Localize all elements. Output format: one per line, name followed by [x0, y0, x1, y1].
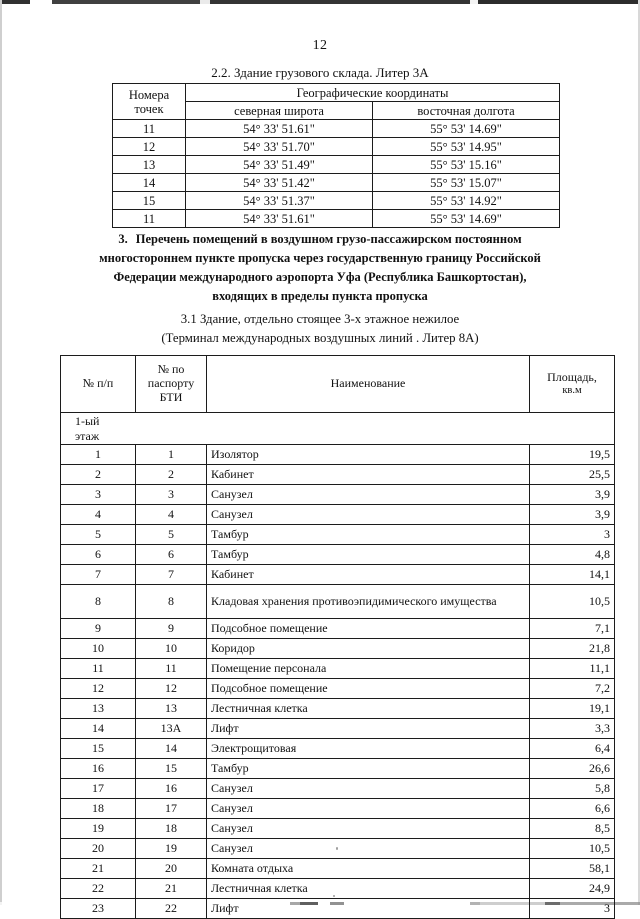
premises-cell-area: 7,2	[530, 679, 615, 699]
coordinates-row	[113, 120, 560, 138]
coordinates-header-points	[113, 84, 186, 120]
premises-row	[61, 839, 615, 859]
coordinates-header-points-line1: Номера	[128, 87, 170, 102]
premises-cell-area: 3	[530, 525, 615, 545]
premises-row	[61, 899, 615, 919]
coordinates-table	[112, 83, 560, 228]
premises-cell-no: 16	[61, 759, 136, 779]
coordinates-point-number: 12	[113, 138, 186, 156]
section-3-number: 3.	[118, 232, 128, 246]
premises-header-bti-line3: БТИ	[159, 389, 183, 404]
coordinates-point-number: 13	[113, 156, 186, 174]
premises-cell-name: Лестничная клетка	[207, 879, 530, 899]
premises-cell-bti: 10	[136, 639, 207, 659]
page-number: 12	[312, 38, 328, 53]
section-3-1-subheading	[72, 310, 568, 348]
premises-cell-bti: 14	[136, 739, 207, 759]
premises-cell-no: 18	[61, 799, 136, 819]
premises-cell-area: 10,5	[530, 585, 615, 619]
premises-cell-no: 15	[61, 739, 136, 759]
premises-cell-bti: 20	[136, 859, 207, 879]
premises-cell-name: Санузел	[207, 839, 530, 859]
coordinates-point-number: 14	[113, 174, 186, 192]
premises-cell-area: 6,4	[530, 739, 615, 759]
premises-cell-name: Санузел	[207, 485, 530, 505]
premises-cell-area: 26,6	[530, 759, 615, 779]
premises-table-body	[61, 413, 615, 919]
premises-floor-label	[61, 413, 615, 445]
premises-cell-name: Изолятор	[207, 445, 530, 465]
premises-cell-no: 19	[61, 819, 136, 839]
coordinates-header-geographic: Географические координаты	[186, 84, 560, 102]
premises-floor-label-line1: 1-ый	[75, 414, 100, 429]
coordinates-latitude: 54° 33' 51.37"	[186, 192, 373, 210]
premises-cell-no: 11	[61, 659, 136, 679]
premises-cell-bti: 13А	[136, 719, 207, 739]
premises-cell-name: Санузел	[207, 505, 530, 525]
premises-row	[61, 525, 615, 545]
premises-cell-bti: 2	[136, 465, 207, 485]
coordinates-point-number: 11	[113, 210, 186, 228]
premises-cell-bti: 1	[136, 445, 207, 465]
premises-row	[61, 585, 615, 619]
premises-row	[61, 859, 615, 879]
premises-cell-name: Тамбур	[207, 525, 530, 545]
premises-header-area-line1: Площадь,	[547, 370, 597, 385]
premises-table	[60, 355, 615, 919]
coordinates-row	[113, 138, 560, 156]
coordinates-longitude: 55° 53' 14.69"	[373, 120, 560, 138]
premises-cell-no: 2	[61, 465, 136, 485]
coordinates-header-row-1	[113, 84, 560, 102]
premises-cell-bti: 15	[136, 759, 207, 779]
coordinates-point-number: 15	[113, 192, 186, 210]
premises-cell-name: Санузел	[207, 819, 530, 839]
premises-cell-name: Кабинет	[207, 465, 530, 485]
premises-cell-no: 23	[61, 899, 136, 919]
section-3-1-line2: (Терминал международных воздушных линий . Литер 8А)	[161, 331, 479, 346]
coordinates-table-head	[113, 84, 560, 120]
premises-cell-no: 9	[61, 619, 136, 639]
premises-cell-bti: 21	[136, 879, 207, 899]
premises-cell-bti: 17	[136, 799, 207, 819]
premises-cell-name: Санузел	[207, 779, 530, 799]
premises-row	[61, 545, 615, 565]
premises-cell-name: Кабинет	[207, 565, 530, 585]
premises-cell-no: 21	[61, 859, 136, 879]
premises-cell-name: Кладовая хранения противоэпидимического имущества	[207, 585, 530, 619]
coordinates-point-number: 11	[113, 120, 186, 138]
premises-cell-area: 10,5	[530, 839, 615, 859]
premises-cell-no: 3	[61, 485, 136, 505]
premises-cell-bti: 4	[136, 505, 207, 525]
premises-header-area	[530, 356, 615, 413]
premises-row	[61, 799, 615, 819]
premises-cell-area: 58,1	[530, 859, 615, 879]
premises-cell-area: 11,1	[530, 659, 615, 679]
premises-row	[61, 445, 615, 465]
premises-cell-area: 19,5	[530, 445, 615, 465]
coordinates-latitude: 54° 33' 51.61"	[186, 210, 373, 228]
premises-cell-area: 8,5	[530, 819, 615, 839]
premises-row	[61, 739, 615, 759]
coordinates-row	[113, 174, 560, 192]
premises-cell-area: 3,9	[530, 485, 615, 505]
coordinates-longitude: 55° 53' 14.92"	[373, 192, 560, 210]
premises-cell-area: 7,1	[530, 619, 615, 639]
premises-cell-area: 24,9	[530, 879, 615, 899]
section-3-heading-line1	[72, 230, 568, 249]
coordinates-longitude: 55° 53' 15.16"	[373, 156, 560, 174]
premises-cell-no: 20	[61, 839, 136, 859]
premises-cell-bti: 7	[136, 565, 207, 585]
premises-cell-no: 1	[61, 445, 136, 465]
premises-cell-bti: 9	[136, 619, 207, 639]
premises-cell-bti: 16	[136, 779, 207, 799]
premises-cell-area: 3,9	[530, 505, 615, 525]
premises-row	[61, 659, 615, 679]
premises-row	[61, 639, 615, 659]
premises-cell-name: Тамбур	[207, 545, 530, 565]
premises-header-bti	[136, 356, 207, 413]
premises-cell-bti: 8	[136, 585, 207, 619]
premises-cell-no: 12	[61, 679, 136, 699]
coordinates-header-longitude: восточная долгота	[373, 102, 560, 120]
premises-cell-name: Помещение персонала	[207, 659, 530, 679]
premises-cell-bti: 5	[136, 525, 207, 545]
premises-cell-bti: 19	[136, 839, 207, 859]
coordinates-header-points-line2: точек	[134, 101, 164, 116]
premises-row	[61, 879, 615, 899]
premises-cell-area: 6,6	[530, 799, 615, 819]
premises-cell-no: 7	[61, 565, 136, 585]
premises-row	[61, 819, 615, 839]
premises-cell-area: 3	[530, 899, 615, 919]
premises-cell-no: 14	[61, 719, 136, 739]
section-3-heading	[72, 230, 568, 306]
premises-row	[61, 719, 615, 739]
premises-cell-area: 21,8	[530, 639, 615, 659]
premises-floor-row	[61, 413, 615, 445]
premises-header-bti-line2: паспорту	[147, 376, 195, 391]
premises-cell-name: Лестничная клетка	[207, 699, 530, 719]
premises-cell-area: 5,8	[530, 779, 615, 799]
premises-cell-area: 3,3	[530, 719, 615, 739]
section-3-1-line1: 3.1 Здание, отдельно стоящее 3-х этажное нежилое	[180, 312, 460, 326]
premises-cell-bti: 12	[136, 679, 207, 699]
coordinates-row	[113, 156, 560, 174]
premises-cell-name: Лифт	[207, 899, 530, 919]
section-3-heading-line2: многостороннем пункте пропуска через государственную границу Российской	[99, 251, 541, 265]
premises-cell-name: Санузел	[207, 799, 530, 819]
premises-row	[61, 485, 615, 505]
premises-row	[61, 505, 615, 525]
premises-cell-area: 14,1	[530, 565, 615, 585]
premises-cell-bti: 3	[136, 485, 207, 505]
coordinates-longitude: 55° 53' 14.69"	[373, 210, 560, 228]
coordinates-row	[113, 210, 560, 228]
premises-header-row	[61, 356, 615, 413]
coordinates-latitude: 54° 33' 51.49"	[186, 156, 373, 174]
premises-floor-label-line2: этаж	[75, 428, 100, 443]
premises-cell-no: 10	[61, 639, 136, 659]
coordinates-longitude: 55° 53' 14.95"	[373, 138, 560, 156]
premises-row	[61, 779, 615, 799]
premises-header-name: Наименование	[207, 356, 530, 413]
premises-header-area-line2: кв.м	[562, 384, 582, 396]
premises-cell-area: 4,8	[530, 545, 615, 565]
premises-cell-name: Тамбур	[207, 759, 530, 779]
premises-cell-no: 6	[61, 545, 136, 565]
premises-cell-name: Подсобное помещение	[207, 679, 530, 699]
premises-table-head	[61, 356, 615, 413]
premises-cell-no: 8	[61, 585, 136, 619]
coordinates-longitude: 55° 53' 15.07"	[373, 174, 560, 192]
premises-header-no: № п/п	[61, 356, 136, 413]
premises-row	[61, 465, 615, 485]
premises-row	[61, 619, 615, 639]
premises-cell-no: 4	[61, 505, 136, 525]
premises-cell-area: 25,5	[530, 465, 615, 485]
premises-cell-bti: 13	[136, 699, 207, 719]
coordinates-latitude: 54° 33' 51.70"	[186, 138, 373, 156]
premises-cell-area: 19,1	[530, 699, 615, 719]
premises-cell-bti: 6	[136, 545, 207, 565]
premises-cell-bti: 22	[136, 899, 207, 919]
premises-cell-bti: 18	[136, 819, 207, 839]
section-title-2-2: 2.2. Здание грузового склада. Литер 3А	[211, 65, 429, 80]
section-3-heading-line4: входящих в пределы пункта пропуска	[212, 289, 428, 303]
premises-cell-no: 5	[61, 525, 136, 545]
scan-edge-top	[0, 0, 640, 4]
premises-row	[61, 699, 615, 719]
premises-cell-name: Электрощитовая	[207, 739, 530, 759]
section-3-line1-text: Перечень помещений в воздушном грузо-пассажирском постоянном	[135, 232, 522, 246]
coordinates-table-body	[113, 120, 560, 228]
coordinates-row	[113, 192, 560, 210]
coordinates-latitude: 54° 33' 51.61"	[186, 120, 373, 138]
premises-cell-no: 13	[61, 699, 136, 719]
premises-cell-name: Коридор	[207, 639, 530, 659]
premises-cell-name: Комната отдыха	[207, 859, 530, 879]
scan-edge-left	[0, 0, 2, 905]
premises-cell-bti: 11	[136, 659, 207, 679]
premises-cell-no: 17	[61, 779, 136, 799]
premises-row	[61, 759, 615, 779]
premises-row	[61, 565, 615, 585]
premises-row	[61, 679, 615, 699]
premises-cell-name: Подсобное помещение	[207, 619, 530, 639]
premises-header-bti-line1: № по	[157, 362, 185, 377]
coordinates-latitude: 54° 33' 51.42"	[186, 174, 373, 192]
section-3-heading-line3: Федерации международного аэропорта Уфа (Республика Башкортостан),	[113, 270, 527, 284]
premises-cell-no: 22	[61, 879, 136, 899]
coordinates-header-latitude: северная широта	[186, 102, 373, 120]
premises-cell-name: Лифт	[207, 719, 530, 739]
